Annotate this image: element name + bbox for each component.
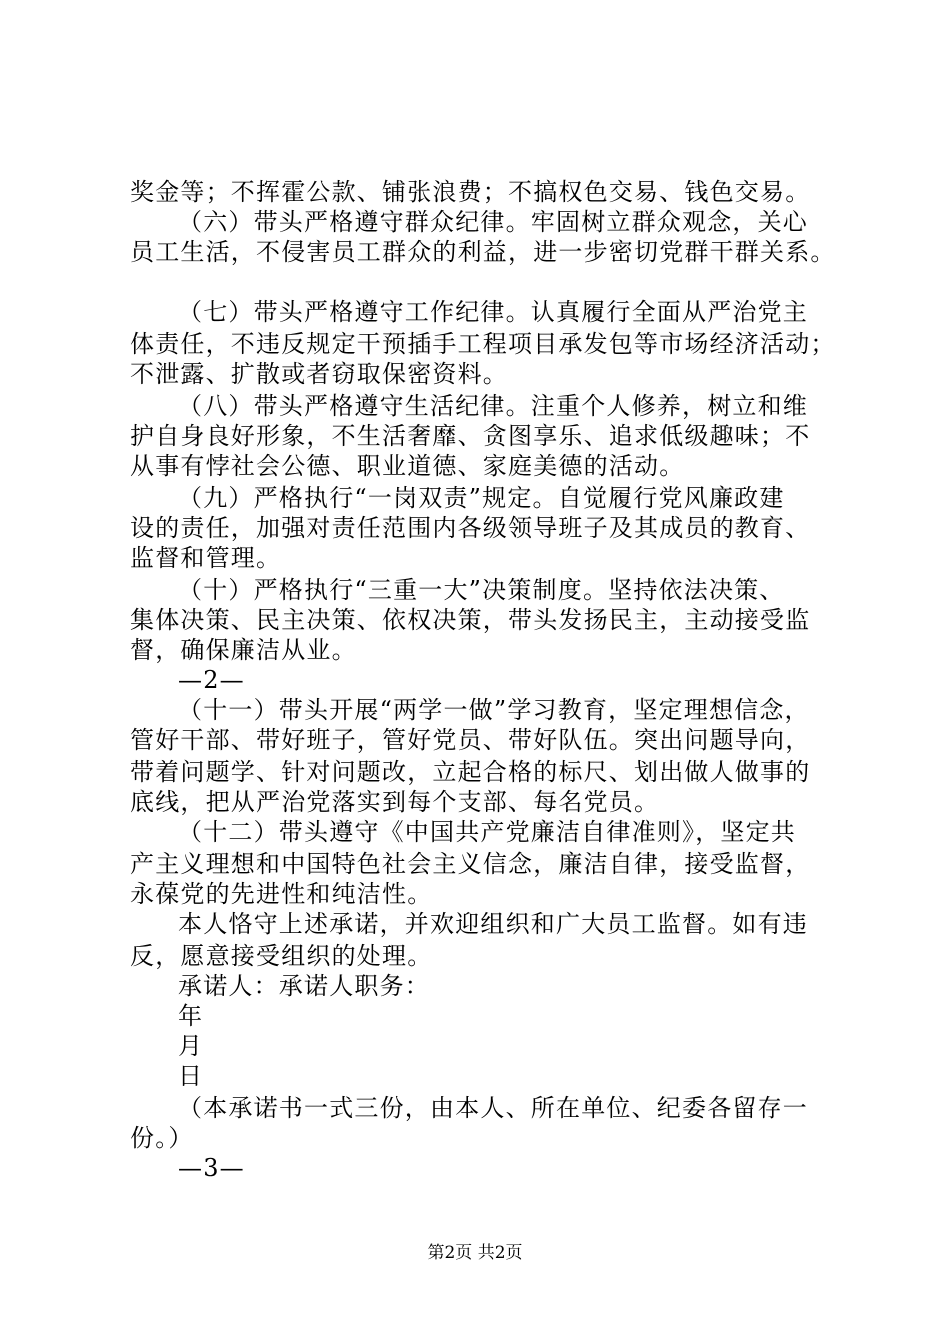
text-line: （九）严格执行“一岗双责”规定。自觉履行党风廉政建	[178, 484, 785, 512]
text-line: 份。）	[130, 1124, 194, 1152]
text-line: （十）严格执行“三重一大”决策制度。坚持依法决策、	[178, 576, 785, 604]
date-year: 年	[178, 1002, 204, 1030]
text-line: 产主义理想和中国特色社会主义信念，廉洁自律，接受监督，	[130, 850, 811, 878]
text-line: （十二）带头遵守《中国共产党廉洁自律准则》，坚定共	[178, 818, 796, 846]
text-line: 永葆党的先进性和纯洁性。	[130, 880, 433, 908]
text-line: 从事有悖社会公德、职业道德、家庭美德的活动。	[130, 452, 685, 480]
text-line: 集体决策、民主决策、依权决策，带头发扬民主，主动接受监	[130, 606, 811, 634]
text-line: 监督和管理。	[130, 544, 282, 572]
text-line: 设的责任，加强对责任范围内各级领导班子及其成员的教育、	[130, 514, 811, 542]
text-line: 管好干部、带好班子，管好党员、带好队伍。突出问题导向，	[130, 726, 811, 754]
signatory-line: 承诺人：承诺人职务：	[178, 972, 430, 1000]
text-line: （八）带头严格遵守生活纪律。注重个人修养，树立和维	[178, 392, 808, 420]
text-line: （十一）带头开展“两学一做”学习教育，坚定理想信念，	[178, 696, 810, 724]
text-line: 底线，把从严治党落实到每个支部、每名党员。	[130, 788, 660, 816]
text-line: 带着问题学、针对问题改，立起合格的标尺、划出做人做事的	[130, 758, 811, 786]
text-line: （六）带头严格遵守群众纪律。牢固树立群众观念，关心	[178, 208, 808, 236]
text-line: 奖金等；不挥霍公款、铺张浪费；不搞权色交易、钱色交易。	[130, 178, 811, 206]
text-line: 反，愿意接受组织的处理。	[130, 942, 433, 970]
page-footer: 第2页 共2页	[427, 1243, 523, 1263]
page-marker: —2—	[178, 666, 245, 694]
text-line: 护自身良好形象，不生活奢靡、贪图享乐、追求低级趣味；不	[130, 422, 811, 450]
text-line: 不泄露、扩散或者窃取保密资料。	[130, 360, 508, 388]
date-day: 日	[178, 1062, 204, 1090]
text-line: 体责任，不违反规定干预插手工程项目承发包等市场经济活动；	[130, 330, 836, 358]
text-line: （本承诺书一式三份，由本人、所在单位、纪委各留存一	[178, 1094, 808, 1122]
page-marker: —3—	[178, 1154, 245, 1182]
text-line: 本人恪守上述承诺，并欢迎组织和广大员工监督。如有违	[178, 910, 808, 938]
text-line: 员工生活，不侵害员工群众的利益，进一步密切党群干群关系。	[130, 238, 836, 266]
date-month: 月	[178, 1032, 204, 1060]
text-line: （七）带头严格遵守工作纪律。认真履行全面从严治党主	[178, 298, 808, 326]
text-line: 督，确保廉洁从业。	[130, 636, 357, 664]
